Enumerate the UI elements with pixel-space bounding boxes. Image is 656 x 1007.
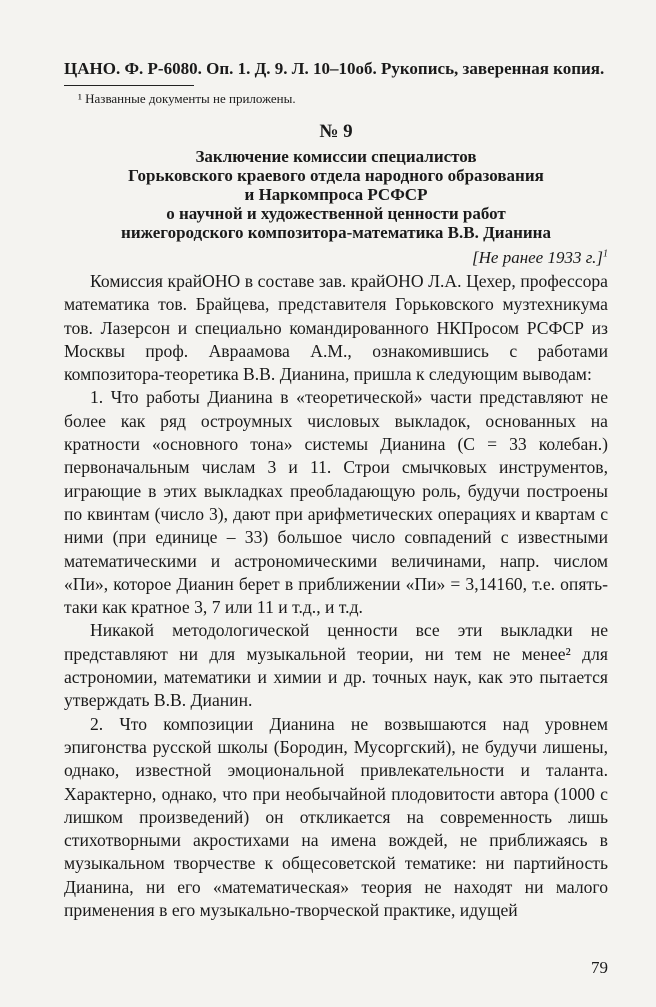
document-page (64, 58, 608, 922)
paragraph: Никакой методологической ценности все эти выкладки не представляют ни для музыкальной теории, ни тем не менее² для астрономии, математики и химии и др. точных наук, как это пытается утверждать В.В. Дианин. (64, 620, 608, 711)
archive-source: ЦАНО. Ф. Р-6080. Оп. 1. Д. 9. Л. 10–10об. Рукопись, заверенная копия. (64, 59, 605, 78)
paragraph: 1. Что работы Дианина в «теоретической» части представляют не более как ряд остроумных числовых выкладок, основанных на кратности «основного тона» системы Дианина (С = 33 колебан.) первоначальным числам 3 и 11. Строи смычковых инструментов, играющие в этих выкладках преобладающую роль, будучи построены по квинтам (число 3), дают при арифметических операциях и квартам с ними (при единице – 33) большое число совпадений с известными математическими и астрономическими величинами, напр. числом «Пи», которое Дианин берет в приближении «Пи» = 3,14160, т.е. опять-таки как кратное 3, 7 или 11 и т.д., и т.д. (64, 387, 608, 618)
page-number: 79 (591, 958, 608, 977)
document-number: № 9 (319, 121, 353, 142)
date-footnote-mark: 1 (603, 248, 608, 260)
title-line: нижегородского композитора-математика В.В. Дианина (121, 223, 551, 242)
title-line: о научной и художественной ценности работ (166, 204, 506, 223)
title-line: Горьковского краевого отдела народного образования (128, 166, 544, 185)
title-line: Заключение комиссии специалистов (195, 147, 477, 166)
document-title (64, 147, 608, 242)
paragraph: 2. Что композиции Дианина не возвышаются над уровнем эпигонства русской школы (Бородин, Мусоргский), не будучи лишены, однако, известной эмоциональной привлекательности и таланта. Характерно, однако, что при необычайной плодовитости автора (1000 с лишком произведений) он откликается на современность лишь стихотворными акростихами на имена вождей, не приближаясь в музыкальном творчестве к общесоветской тематике: ни партийность Дианина, ни его «математическая» теория не находят ни малого применения в его музыкально-творческой практике, идущей (64, 713, 608, 921)
footnote-divider (64, 85, 194, 86)
footnote: ¹ Названные документы не приложены. (78, 91, 296, 106)
document-date (64, 248, 608, 268)
title-line: и Наркомпроса РСФСР (244, 185, 428, 204)
paragraph: Комиссия крайОНО в составе зав. крайОНО Л.А. Цехер, профессора математика тов. Брайцева, представителя Горьковского музтехникума тов. Лазерсон и специально командированного НКПросом РСФСР из Москвы проф. Авраамова А.М., ознакомившись с работами композитора-теоретика В.В. Дианина, пришла к следующим выводам: (64, 271, 608, 385)
document-body (64, 270, 608, 922)
date-text: [Не ранее 1933 г.] (472, 248, 603, 267)
